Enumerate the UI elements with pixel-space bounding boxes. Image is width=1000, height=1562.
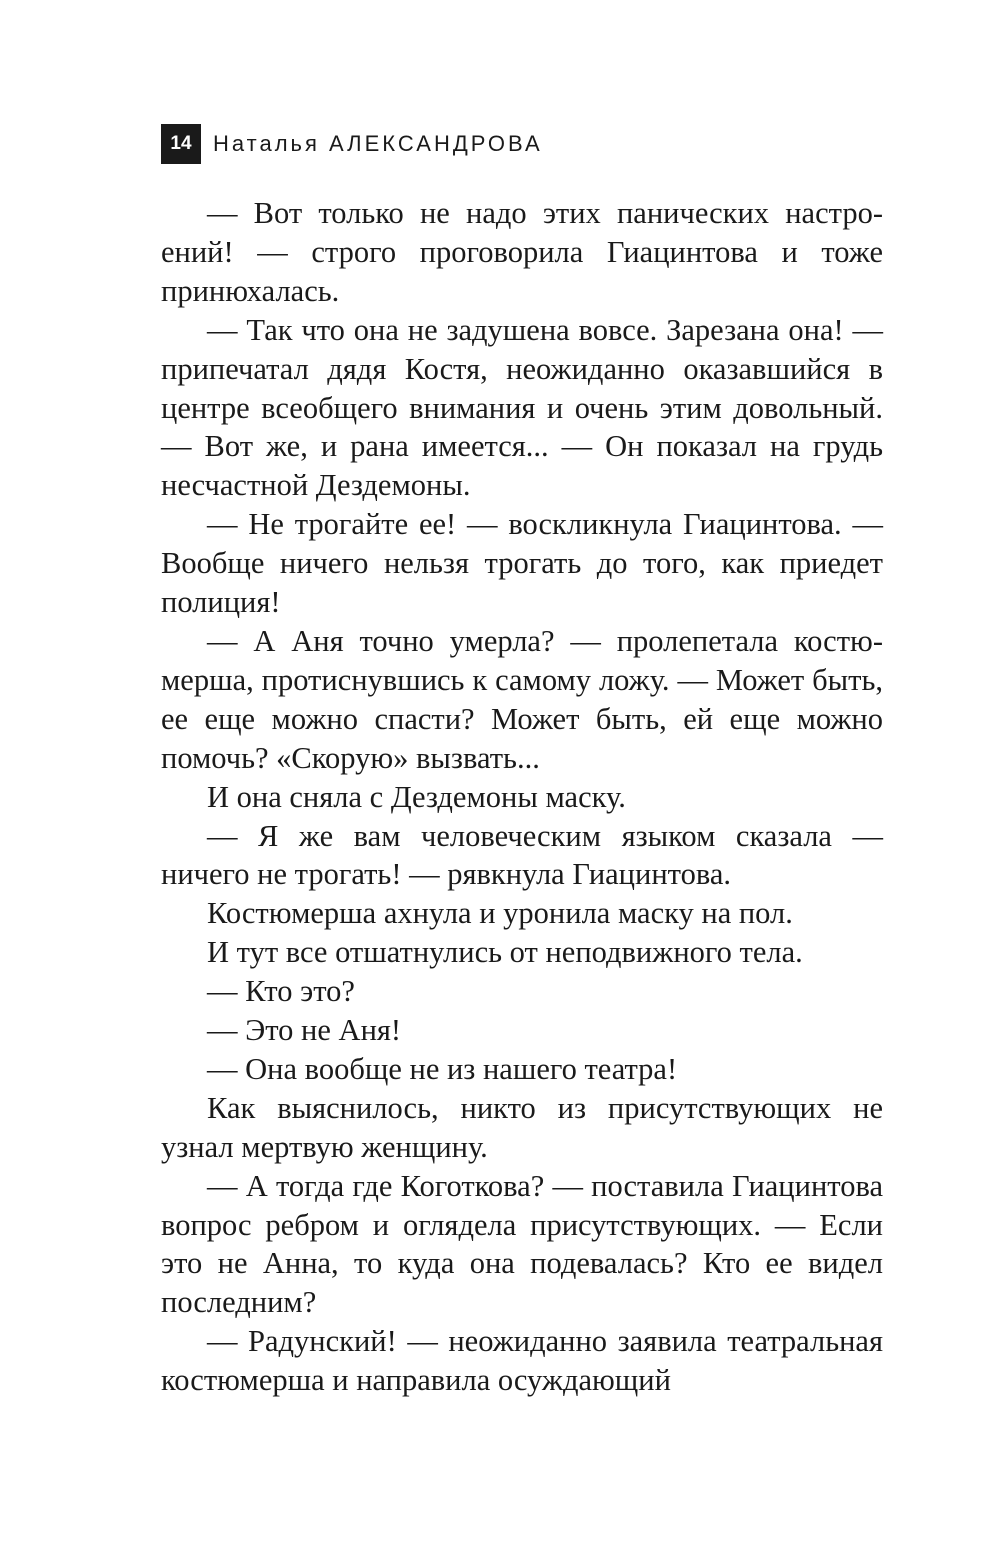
paragraph: — Я же вам человеческим языком сказала — ничего не трогать! — рявкнула Гиацинтова. [161, 818, 883, 892]
paragraph: — Это не Аня! [207, 1013, 402, 1048]
page-number: 14 [161, 124, 201, 164]
paragraph: — Не трогайте ее! — воскликнула Гиацинтова. — Вообще ничего нельзя трогать до того, как приедет полиция! [161, 507, 883, 620]
paragraph: Как выяснилось, никто из присутствующих не узнал мертвую женщину. [161, 1090, 883, 1164]
body-text [161, 194, 883, 1400]
paragraph: — Кто это? [207, 974, 355, 1009]
running-header [161, 124, 543, 164]
author-name: Наталья АЛЕКСАНДРОВА [213, 131, 543, 156]
paragraph: — А тогда где Коготкова? — поставила Гиацинтова вопрос ребром и оглядела присутствующих. — Если это не Анна, то куда она подевалась? Кто ее видел последним? [161, 1168, 883, 1320]
paragraph: — Так что она не задушена вовсе. Зарезана она! — припечатал дядя Костя, неожиданно оказавшийся в центре всеобщего внимания и очень этим довольный. — Вот же, и рана имеется... — Он показал на грудь несчастной Дездемоны. [161, 312, 883, 503]
paragraph: — А Аня точно умерла? — пролепетала костюмерша, протиснувшись к самому ложу. — Может быть, ее еще можно спасти? Может быть, ей еще можно помочь? «Скорую» вызвать... [161, 623, 883, 775]
paragraph: И она сняла с Дездемоны маску. [207, 779, 626, 814]
paragraph: — Она вообще не из нашего театра! [207, 1051, 678, 1086]
paragraph: И тут все отшатнулись от неподвижного тела. [207, 935, 803, 970]
paragraph: — Радунский! — неожиданно заявила театральная костюмерша и направила осуждающий [161, 1324, 883, 1398]
paragraph: — Вот только не надо этих панических настроений! — строго проговорила Гиацинтова и тоже принюхалась. [161, 196, 883, 308]
paragraph: Костюмерша ахнула и уронила маску на пол. [207, 896, 793, 931]
